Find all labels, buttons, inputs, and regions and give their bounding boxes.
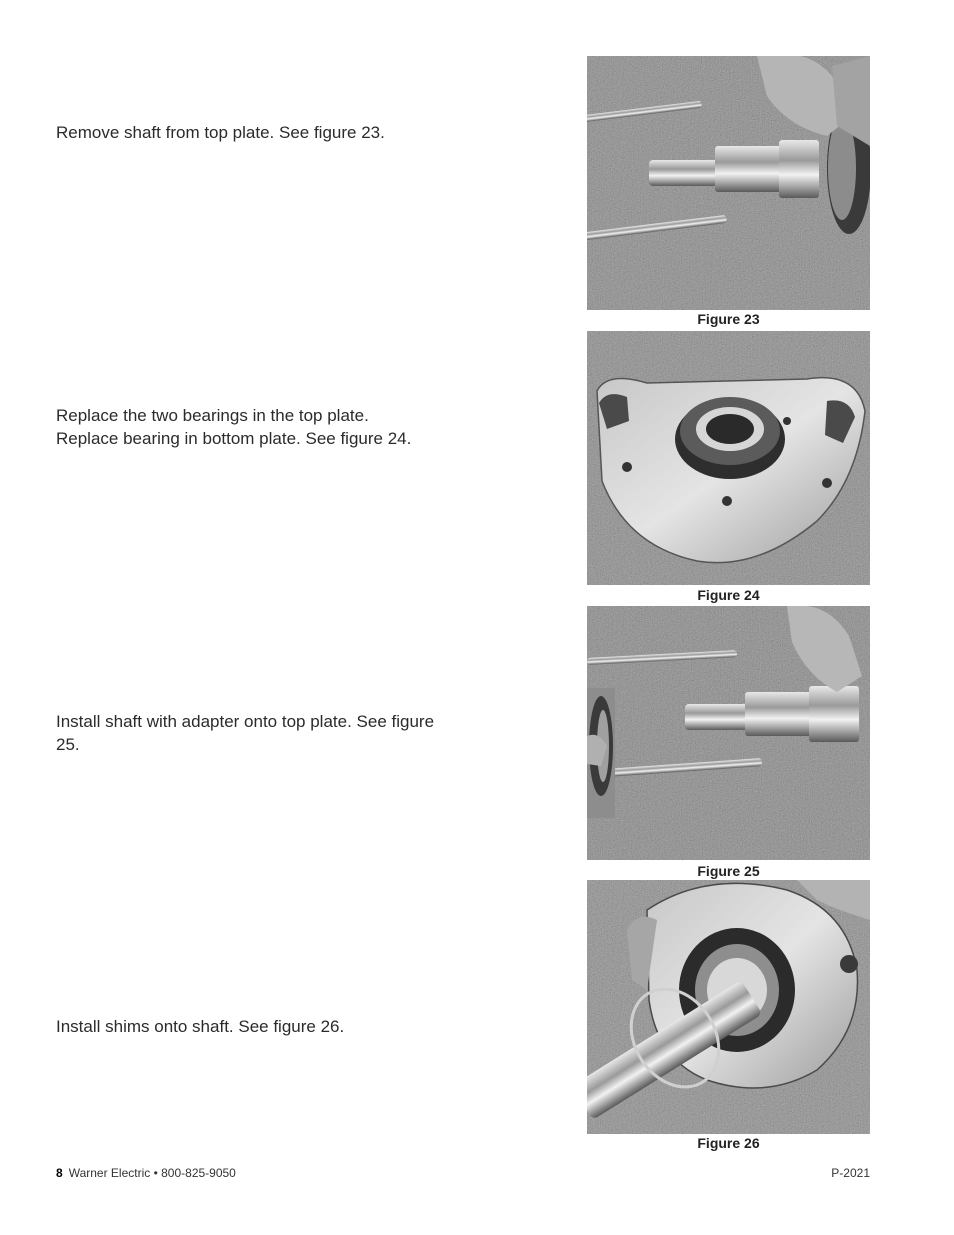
page-number: 8 [56,1166,63,1180]
figure-26-photo [587,880,870,1134]
step-1-text [56,121,476,144]
step-4-text [56,1015,476,1038]
step-3-text [56,710,476,756]
figure-26-caption: Figure 26 [697,1135,760,1151]
footer-company: Warner Electric • 800-825-9050 [68,1166,236,1180]
figure-25-photo [587,606,870,860]
step-3-line-2: 25. [56,735,80,754]
step-2-line-2: Replace bearing in bottom plate. See figure 24. [56,429,412,448]
figure-25-caption: Figure 25 [697,863,760,879]
step-4-line-1: Install shims onto shaft. See figure 26. [56,1017,345,1036]
figure-24-photo [587,331,870,585]
figure-23-photo [587,56,870,310]
figure-24-caption: Figure 24 [697,587,760,603]
step-2-line-1: Replace the two bearings in the top plate. [56,406,369,425]
step-2-text [56,404,476,450]
footer-doc-number: P-2021 [831,1166,870,1180]
step-3-line-1: Install shaft with adapter onto top plate. See figure [56,712,435,731]
step-1-line-1: Remove shaft from top plate. See figure 23. [56,123,385,142]
figure-23-caption: Figure 23 [697,311,760,327]
footer-left [56,1166,236,1180]
